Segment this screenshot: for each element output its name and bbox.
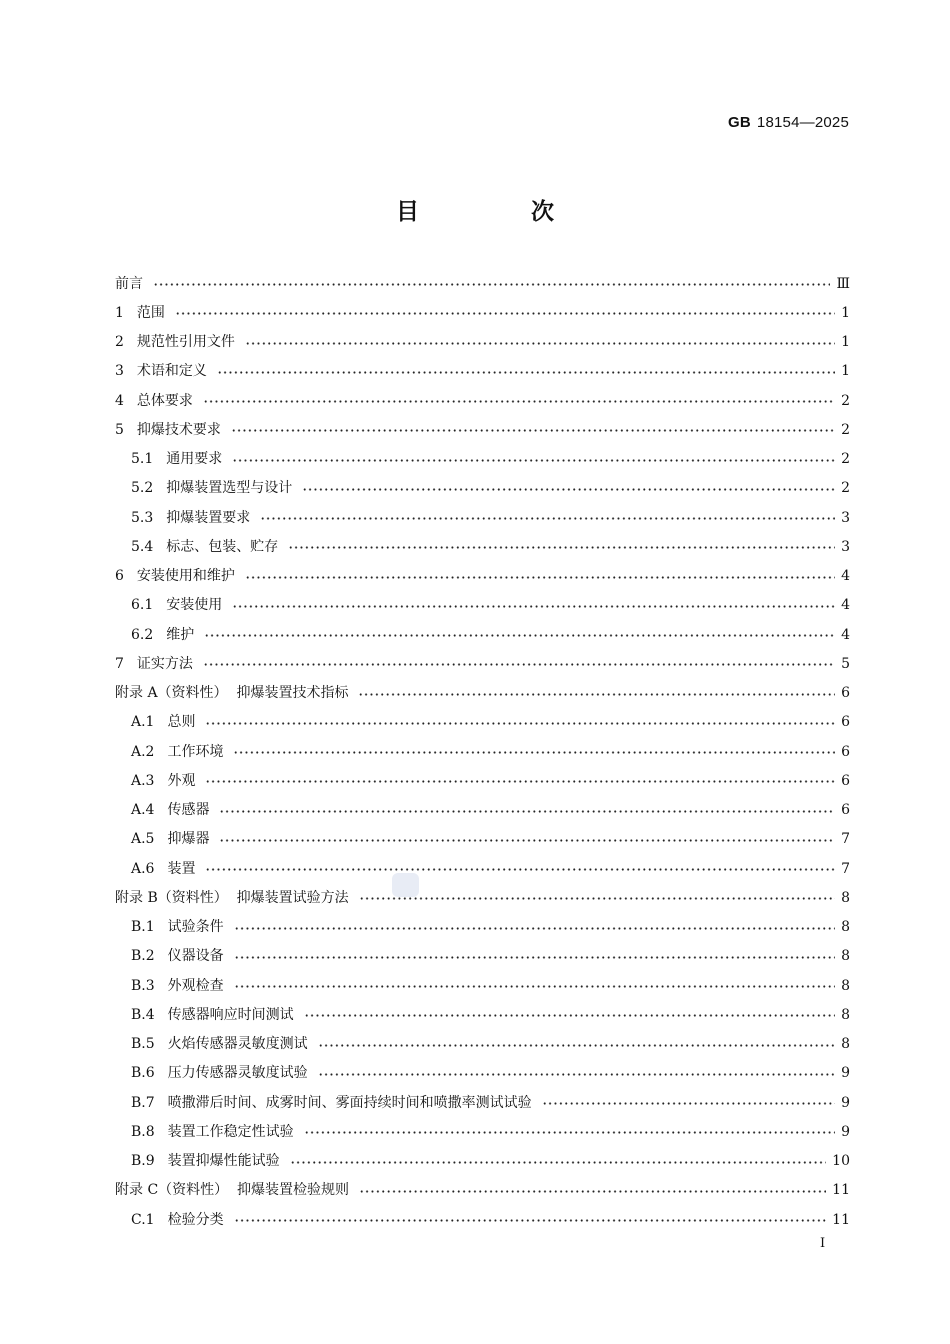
toc-entry-page: 4 xyxy=(841,597,850,614)
toc-entry[interactable] xyxy=(115,620,850,649)
toc-entry-page: 2 xyxy=(841,451,850,468)
toc-entry[interactable] xyxy=(115,269,850,298)
toc-entry-page: 8 xyxy=(841,948,850,965)
toc-entry-number: B.1 xyxy=(131,919,155,936)
toc-entry-page: 11 xyxy=(832,1211,850,1228)
toc-leader-dots xyxy=(231,429,835,432)
toc-entry-page: 8 xyxy=(841,919,850,936)
toc-leader-dots xyxy=(217,371,835,374)
toc-entry-number: 7 xyxy=(115,655,124,672)
toc-entry-number: B.5 xyxy=(131,1036,155,1053)
toc-entry-label: 前言 xyxy=(115,275,143,292)
toc-entry-page: 2 xyxy=(841,421,850,438)
toc-entry[interactable] xyxy=(115,796,850,825)
toc-leader-dots xyxy=(234,927,835,930)
toc-entry-number: 2 xyxy=(115,334,124,351)
toc-entry-label: 抑爆技术要求 xyxy=(136,421,221,438)
toc-entry-number: A.6 xyxy=(131,860,155,877)
toc-entry-page: Ⅲ xyxy=(836,275,850,292)
toc-entry-label: 安装使用和维护 xyxy=(136,568,235,585)
standard-code xyxy=(728,114,849,131)
toc-entry-page: 3 xyxy=(841,538,850,555)
toc-entry-page: 5 xyxy=(841,655,850,672)
toc-entry-label: 抑爆装置选型与设计 xyxy=(166,480,293,497)
toc-entry-label: 标志、包装、贮存 xyxy=(166,538,279,555)
toc-leader-dots xyxy=(234,956,835,959)
standard-prefix: GB xyxy=(728,114,751,131)
toc-entry-number: B.6 xyxy=(131,1065,155,1082)
toc-entry-number: A.1 xyxy=(131,714,155,731)
toc-entry-number: 3 xyxy=(115,363,124,380)
toc-entry-page: 8 xyxy=(841,1036,850,1053)
toc-entry[interactable] xyxy=(115,649,850,678)
toc-leader-dots xyxy=(359,1190,826,1193)
toc-entry[interactable] xyxy=(115,1117,850,1146)
toc-entry-page: 1 xyxy=(841,363,850,380)
toc-entry-number: 5.4 xyxy=(131,538,154,555)
toc-entry[interactable] xyxy=(115,766,850,795)
toc-entry-label: 喷撒滞后时间、成雾时间、雾面持续时间和喷撒率测试试验 xyxy=(167,1094,532,1111)
toc-entry-page: 8 xyxy=(841,889,850,906)
toc-entry-number: 4 xyxy=(115,392,124,409)
toc-entry-page: 8 xyxy=(841,977,850,994)
toc-entry[interactable] xyxy=(115,1000,850,1029)
toc-entry-label: 抑爆器 xyxy=(167,831,210,848)
toc-entry-page: 1 xyxy=(841,334,850,351)
toc-leader-dots xyxy=(318,1044,835,1047)
toc-entry-page: 10 xyxy=(832,1153,850,1170)
toc-entry-page: 1 xyxy=(841,304,850,321)
toc-entry-label: 检验分类 xyxy=(167,1211,224,1228)
toc-leader-dots xyxy=(204,634,835,637)
page-title: 目 次 xyxy=(395,199,606,225)
toc-entry-label: 安装使用 xyxy=(166,597,223,614)
toc-entry-label: 规范性引用文件 xyxy=(136,334,235,351)
toc-entry[interactable] xyxy=(115,445,850,474)
toc-leader-dots xyxy=(232,459,835,462)
toc-entry-number: B.2 xyxy=(131,948,155,965)
toc-entry-page: 6 xyxy=(841,802,850,819)
toc-leader-dots xyxy=(233,751,835,754)
toc-entry-label: 工作环境 xyxy=(167,743,224,760)
toc-entry-number: B.3 xyxy=(131,977,155,994)
toc-entry[interactable] xyxy=(115,474,850,503)
toc-leader-dots xyxy=(318,1073,835,1076)
toc-leader-dots xyxy=(260,517,835,520)
toc-entry[interactable] xyxy=(115,1059,850,1088)
toc-entry-number: B.9 xyxy=(131,1153,155,1170)
toc-entry-page: 3 xyxy=(841,509,850,526)
toc-entry[interactable] xyxy=(115,1030,850,1059)
toc-entry-page: 4 xyxy=(841,568,850,585)
toc-entry-number: A.2 xyxy=(131,743,155,760)
toc-entry[interactable] xyxy=(115,737,850,766)
toc-entry-page: 4 xyxy=(841,626,850,643)
toc-leader-dots xyxy=(175,312,835,315)
toc-entry-label: 装置抑爆性能试验 xyxy=(167,1153,280,1170)
standard-number: 18154—2025 xyxy=(756,114,849,131)
toc-entry-number: A.4 xyxy=(131,802,155,819)
toc-entry-label: 范围 xyxy=(136,304,165,321)
toc-entry-page: 8 xyxy=(841,1006,850,1023)
toc-entry-page: 2 xyxy=(841,392,850,409)
toc-entry-label: 装置 xyxy=(167,860,196,877)
toc-entry-label: 压力传感器灵敏度试验 xyxy=(167,1065,308,1082)
toc-leader-dots xyxy=(232,605,835,608)
toc-entry-number: 6 xyxy=(115,568,124,585)
toc-entry[interactable] xyxy=(115,825,850,854)
toc-leader-dots xyxy=(245,342,835,345)
toc-entry[interactable] xyxy=(115,708,850,737)
toc-entry-label: 抑爆装置要求 xyxy=(166,509,251,526)
toc-entry[interactable] xyxy=(115,386,850,415)
toc-entry-label: 试验条件 xyxy=(167,919,224,936)
toc-leader-dots xyxy=(205,722,835,725)
toc-leader-dots xyxy=(205,780,835,783)
toc-entry-label: 附录 C（资料性） 抑爆装置检验规则 xyxy=(115,1182,350,1199)
toc-leader-dots xyxy=(234,1219,827,1222)
toc-entry-number: B.4 xyxy=(131,1006,155,1023)
toc-entry-page: 9 xyxy=(841,1094,850,1111)
toc-entry-label: 总体要求 xyxy=(136,392,193,409)
toc-leader-dots xyxy=(304,1014,835,1017)
toc-entry-label: 附录 A（资料性） 抑爆装置技术指标 xyxy=(115,685,349,702)
toc-leader-dots xyxy=(359,897,835,900)
toc-leader-dots xyxy=(153,283,830,286)
toc-entry-page: 6 xyxy=(841,743,850,760)
toc-entry-label: 外观检查 xyxy=(167,977,224,994)
toc-leader-dots xyxy=(219,839,835,842)
toc-entry[interactable] xyxy=(115,503,850,532)
toc-entry-page: 9 xyxy=(841,1065,850,1082)
toc-entry[interactable] xyxy=(115,679,850,708)
toc-entry-page: 7 xyxy=(841,831,850,848)
toc-entry-page: 7 xyxy=(841,860,850,877)
toc-leader-dots xyxy=(304,1131,835,1134)
toc-entry-label: 外观 xyxy=(167,772,196,789)
toc-leader-dots xyxy=(219,810,835,813)
toc-entry[interactable] xyxy=(115,883,850,912)
toc-entry-number: C.1 xyxy=(131,1211,155,1228)
toc-entry-number: 1 xyxy=(115,304,124,321)
toc-leader-dots xyxy=(542,1102,835,1105)
toc-leader-dots xyxy=(288,546,835,549)
toc-entry-label: 总则 xyxy=(167,714,196,731)
toc-entry-label: 仪器设备 xyxy=(167,948,224,965)
toc-entry-page: 6 xyxy=(841,685,850,702)
toc-leader-dots xyxy=(234,985,835,988)
toc-entry-label: 证实方法 xyxy=(136,655,193,672)
toc-entry-label: 术语和定义 xyxy=(136,363,207,380)
toc-leader-dots xyxy=(358,693,835,696)
toc-entry-number: 5.2 xyxy=(131,480,154,497)
toc-entry[interactable] xyxy=(115,913,850,942)
toc-leader-dots xyxy=(203,400,835,403)
toc-entry-number: A.5 xyxy=(131,831,155,848)
toc-entry-number: 5 xyxy=(115,421,124,438)
toc-entry-number: 5.3 xyxy=(131,509,154,526)
toc-entry-page: 6 xyxy=(841,772,850,789)
toc-entry-label: 传感器响应时间测试 xyxy=(167,1006,294,1023)
toc-leader-dots xyxy=(205,868,835,871)
toc-entry[interactable] xyxy=(115,1088,850,1117)
toc-entry-number: 6.1 xyxy=(131,597,154,614)
toc-entry[interactable] xyxy=(115,562,850,591)
toc-entry-number: A.3 xyxy=(131,772,155,789)
toc-entry[interactable] xyxy=(115,1176,850,1205)
toc-entry-number: B.8 xyxy=(131,1123,155,1140)
toc-entry-number: B.7 xyxy=(131,1094,155,1111)
toc-leader-dots xyxy=(245,576,835,579)
toc-entry-label: 附录 B（资料性） 抑爆装置试验方法 xyxy=(115,889,349,906)
toc-entry-label: 装置工作稳定性试验 xyxy=(167,1123,294,1140)
toc-leader-dots xyxy=(203,663,835,666)
toc-entry[interactable] xyxy=(115,328,850,357)
toc-entry[interactable] xyxy=(115,1205,850,1234)
toc-entry[interactable] xyxy=(115,591,850,620)
toc-entry-number: 6.2 xyxy=(131,626,154,643)
page-number: I xyxy=(820,1236,826,1251)
toc-entry[interactable] xyxy=(115,357,850,386)
toc-leader-dots xyxy=(302,488,835,491)
toc-entry[interactable] xyxy=(115,1147,850,1176)
toc-entry-label: 传感器 xyxy=(167,802,210,819)
toc-entry[interactable] xyxy=(115,854,850,883)
toc-entry-number: 5.1 xyxy=(131,451,154,468)
toc-entry[interactable] xyxy=(115,942,850,971)
toc-leader-dots xyxy=(290,1161,827,1164)
toc-entry-page: 9 xyxy=(841,1123,850,1140)
toc-entry-label: 维护 xyxy=(166,626,195,643)
toc-entry[interactable] xyxy=(115,971,850,1000)
toc-entry-page: 11 xyxy=(832,1182,850,1199)
toc-entry[interactable] xyxy=(115,532,850,561)
toc-entry-label: 通用要求 xyxy=(166,451,223,468)
toc-entry[interactable] xyxy=(115,298,850,327)
toc-entry-page: 6 xyxy=(841,714,850,731)
toc-entry[interactable] xyxy=(115,415,850,444)
table-of-contents xyxy=(115,269,850,1234)
toc-entry-label: 火焰传感器灵敏度测试 xyxy=(167,1036,308,1053)
toc-entry-page: 2 xyxy=(841,480,850,497)
